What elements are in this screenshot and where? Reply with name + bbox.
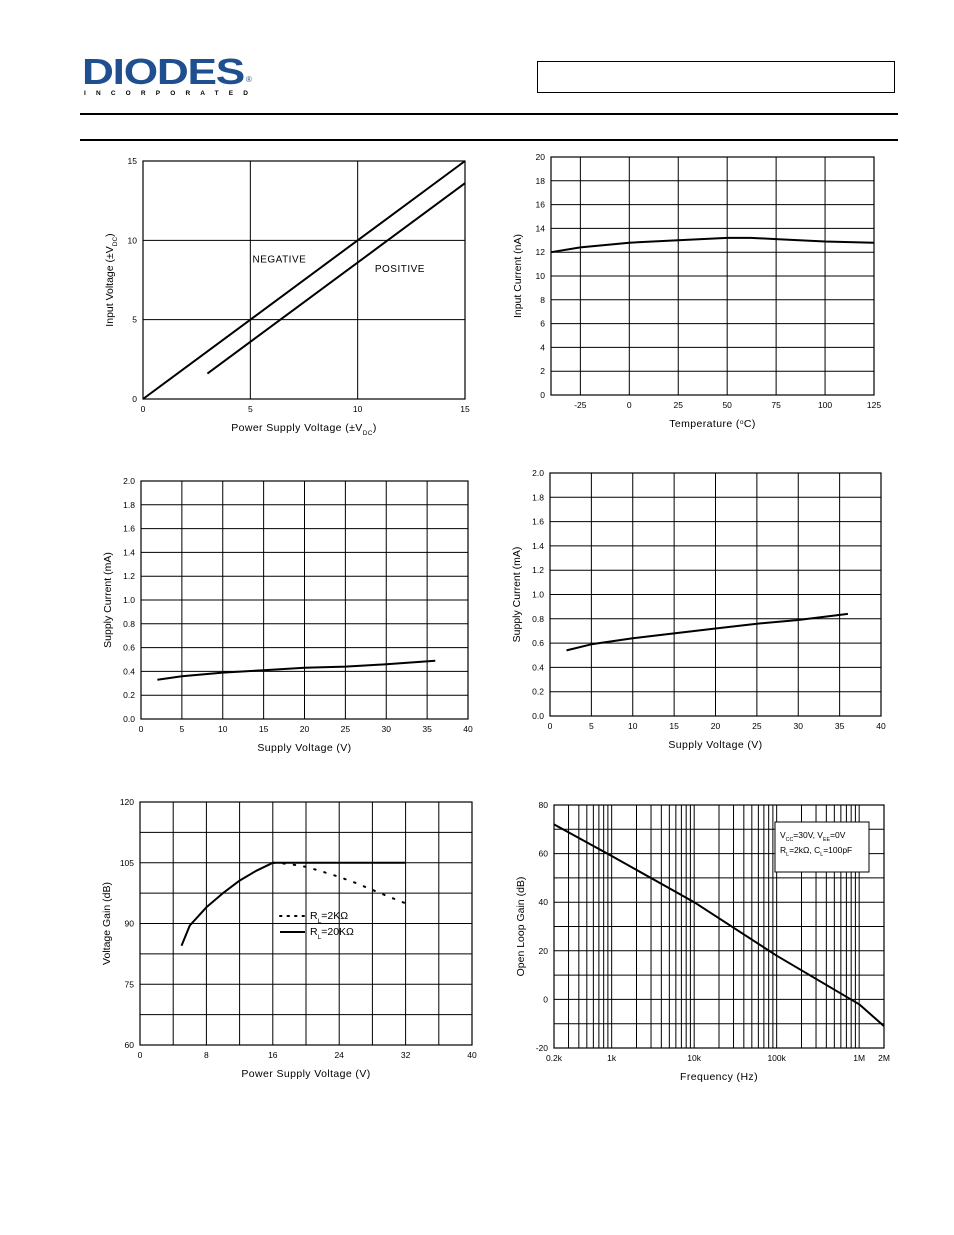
y-tick-label: 80 (538, 800, 548, 810)
y-tick-label: 120 (119, 797, 134, 807)
y-tick-label: 1.2 (532, 565, 544, 576)
x-axis-label: Temperature ($^o$C) (669, 418, 756, 430)
y-tick-label: -20 (535, 1043, 548, 1053)
y-axis-label: Input Current (nA) (512, 233, 524, 319)
x-tick-label: 35 (422, 724, 432, 734)
legend-label: $R_L=2K\Omega$ (310, 910, 349, 925)
header-rule-bottom (80, 139, 898, 141)
chart-open-loop-gain-vs-frequency (505, 790, 900, 1090)
conditions-line-2: $R_L=2k\Omega$, $C_L=100pF$ (780, 845, 853, 858)
x-tick-label: 15 (669, 721, 679, 731)
legend-label: $R_L=20K\Omega$ (310, 926, 354, 941)
x-axis-label: Supply Voltage (V) (257, 742, 352, 754)
x-tick-label: 0 (626, 400, 632, 410)
x-tick-label: 50 (722, 400, 732, 410)
y-tick-label: 2 (540, 366, 545, 377)
y-tick-label: 0 (543, 994, 548, 1005)
y-tick-label: 1.8 (123, 499, 135, 510)
y-tick-label: 16 (535, 199, 545, 210)
chart-input-current-vs-temperature (505, 150, 900, 445)
x-tick-label: 1M (853, 1053, 866, 1063)
y-tick-label: 0.2 (123, 690, 135, 701)
x-tick-label: 20 (299, 724, 310, 734)
y-tick-label: 20 (535, 152, 545, 162)
part-number-box (537, 61, 895, 93)
x-tick-label: 35 (834, 721, 845, 731)
x-tick-label: 10 (628, 721, 638, 731)
logo-trademark: ® (246, 75, 252, 84)
y-tick-label: 12 (535, 247, 545, 258)
y-tick-label: 0.4 (123, 666, 135, 677)
x-tick-label: -25 (574, 400, 587, 410)
x-tick-label: 10 (218, 724, 228, 734)
y-tick-label: 1.2 (123, 571, 135, 582)
x-axis-label: Frequency (Hz) (680, 1071, 758, 1083)
x-tick-label: 0 (547, 721, 553, 731)
x-axis-label: Power Supply Voltage $(\pm V_{DC})$ (231, 422, 377, 437)
y-tick-label: 1.4 (123, 547, 135, 558)
y-tick-label: 1.0 (123, 595, 135, 605)
x-tick-label: 10k (687, 1053, 702, 1063)
y-tick-label: 15 (127, 156, 137, 166)
y-axis-label: Supply Current (mA) (511, 546, 523, 643)
y-axis-label: Supply Current (mA) (102, 552, 114, 648)
y-tick-label: 2.0 (123, 476, 135, 486)
y-tick-label: 0.8 (123, 618, 135, 629)
y-tick-label: 40 (538, 897, 548, 908)
y-tick-label: 20 (538, 945, 548, 956)
x-tick-label: 16 (268, 1050, 278, 1060)
y-tick-label: 0.2 (532, 686, 544, 697)
y-tick-label: 1.8 (532, 492, 544, 503)
y-tick-label: 0.6 (123, 642, 135, 653)
y-axis-label: Voltage Gain (dB) (101, 882, 113, 965)
x-tick-label: 15 (460, 404, 470, 414)
x-tick-label: 0.2k (545, 1053, 563, 1063)
x-tick-label: 40 (876, 721, 886, 731)
x-tick-label: 2M (878, 1053, 890, 1063)
x-tick-label: 30 (381, 724, 391, 734)
x-tick-label: 25 (752, 721, 762, 731)
x-tick-label: 30 (793, 721, 803, 731)
y-tick-label: 8 (540, 294, 545, 305)
logo-tagline: INCORPORATED (84, 90, 248, 97)
x-tick-label: 5 (179, 724, 185, 734)
y-tick-label: 2.0 (532, 468, 544, 478)
y-tick-label: 18 (535, 175, 545, 186)
chart-supply-current-vs-voltage-1 (95, 470, 490, 760)
x-tick-label: 8 (204, 1050, 209, 1060)
chart-voltage-gain-vs-supply (95, 790, 490, 1090)
y-tick-label: 4 (540, 342, 545, 353)
x-tick-label: 0 (137, 1050, 143, 1060)
y-tick-label: 0.8 (532, 613, 544, 624)
y-tick-label: 1.0 (532, 589, 544, 600)
x-tick-label: 10 (352, 404, 363, 414)
x-tick-label: 0 (140, 404, 146, 414)
x-tick-label: 32 (400, 1050, 411, 1060)
x-tick-label: 20 (710, 721, 721, 731)
x-tick-label: 24 (334, 1050, 344, 1060)
series-annotation: NEGATIVE (252, 254, 307, 266)
x-tick-label: 40 (467, 1050, 477, 1060)
chart-supply-current-vs-voltage-2 (505, 465, 900, 755)
x-tick-label: 100k (767, 1053, 786, 1063)
y-tick-label: 14 (535, 223, 545, 234)
y-tick-label: 10 (535, 271, 545, 281)
series-annotation: POSITIVE (374, 264, 425, 276)
header-rule-top (80, 113, 898, 115)
x-tick-label: 5 (589, 721, 594, 731)
x-tick-label: 25 (340, 724, 351, 734)
y-tick-label: 10 (127, 235, 137, 246)
y-tick-label: 0.6 (532, 638, 544, 649)
x-tick-label: 5 (247, 404, 253, 414)
x-tick-label: 125 (866, 400, 882, 410)
y-tick-label: 60 (538, 848, 548, 859)
diodes-logo (82, 52, 254, 98)
conditions-line-1: $V_{CC}=30V$, $V_{EE}=0V$ (780, 830, 846, 843)
logo-wordmark: DIODES (82, 52, 244, 92)
x-tick-label: 100 (817, 400, 833, 410)
y-axis-label: Input Voltage $(\pm V_{DC})$ (104, 233, 119, 327)
y-tick-label: 1.6 (123, 523, 135, 534)
y-tick-label: 0.4 (532, 662, 544, 673)
y-tick-label: 60 (124, 1040, 134, 1050)
x-tick-label: 0 (138, 724, 144, 734)
y-tick-label: 6 (540, 318, 545, 329)
y-tick-label: 1.6 (532, 516, 544, 527)
x-tick-label: 75 (771, 400, 781, 410)
y-axis-label: Open Loop Gain (dB) (515, 876, 527, 977)
x-tick-label: 40 (463, 724, 473, 734)
y-tick-label: 0.0 (532, 711, 544, 721)
x-axis-label: Supply Voltage (V) (668, 739, 763, 751)
chart-input-voltage-vs-supply (95, 150, 490, 445)
x-axis-label: Power Supply Voltage (V) (241, 1068, 371, 1080)
y-tick-label: 0 (132, 394, 137, 404)
y-tick-label: 1.4 (532, 540, 544, 551)
x-tick-label: 15 (258, 724, 269, 734)
y-tick-label: 5 (132, 314, 137, 325)
y-tick-label: 105 (119, 857, 134, 868)
y-tick-label: 75 (124, 979, 134, 990)
y-tick-label: 0.0 (123, 714, 135, 724)
x-tick-label: 25 (673, 400, 683, 410)
y-tick-label: 0 (540, 390, 545, 400)
x-tick-label: 1k (607, 1053, 617, 1063)
y-tick-label: 90 (124, 918, 134, 929)
